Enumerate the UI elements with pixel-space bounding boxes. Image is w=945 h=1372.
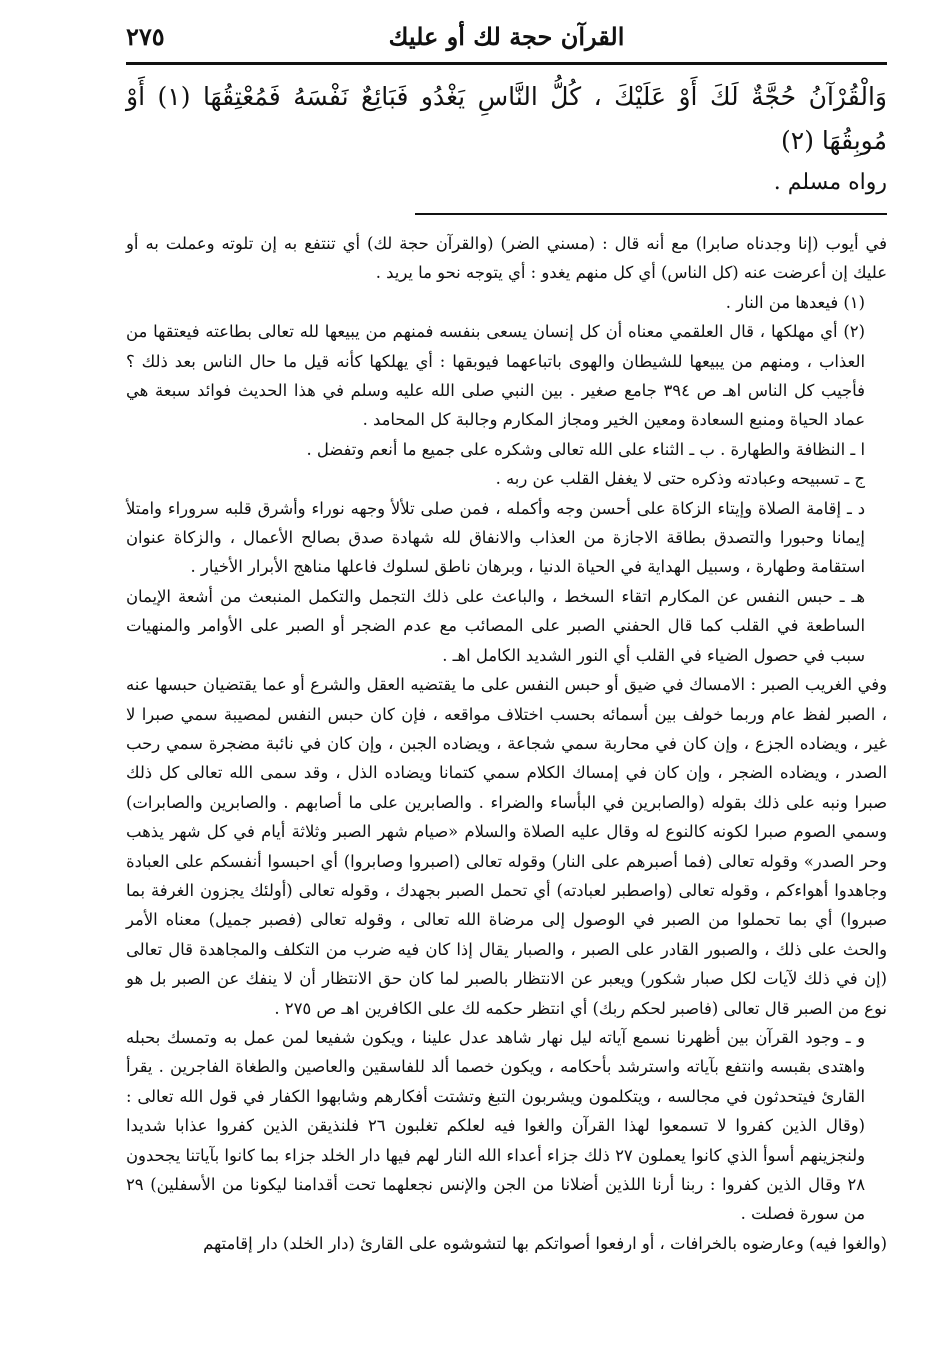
benefit-d: د ـ إقامة الصلاة وإيتاء الزكاة على أحسن وجه وأكمله ، فمن صلى تلألأ وجهه نوراء وأشرق قلبه سروراء وامتلأ إيمانا وحبورا والتصدق بطاقة الاجازة من العذاب والانفاق لله شهادة صدق بصالح الأعمال ، والزكاة عنوان استقامة وطهارة ، وسبيل الهداية في الحياة الدنيا ، وبرهان ناطق لسلوك فاعلها مناهج الأبرار الأخيار . bbox=[126, 498, 865, 577]
commentary-paragraph: في أيوب (إنا وجدناه صابرا) مع أنه قال : (مسني الضر) (والقرآن حجة لك) أي تنتفع به إن تلوته وعملت به أو عليك إن أعرضت عنه (كل الناس) أي كل منهم يغدو : أي يتوجه نحو ما يريد . bbox=[126, 234, 887, 283]
footnote-1: (١) فيعدها من النار . bbox=[725, 292, 865, 312]
benefit-a-b: ا ـ النظافة والطهارة . ب ـ الثناء على الله تعالى وشكره على جميع ما أنعم وتفضل . bbox=[306, 439, 865, 459]
benefit-e: هـ ـ حبس النفس عن المكارم اتقاء السخط ، والباعث على ذلك التجمل والتكمل المنبعث من أشعة الإيمان الساطعة في القلب كما قال الحفني الصبر على المصائب مع عدم الضجر أو الصبر على الأوامر والمنهيات سبب في حصول الضياء في القلب أي النور الشديد الكامل اهـ . bbox=[126, 586, 865, 665]
page-number: ٢٧٥ bbox=[126, 22, 165, 51]
running-title: القرآن حجة لك أو عليك bbox=[388, 22, 625, 51]
commentary-section bbox=[126, 229, 887, 1258]
gharib-definition: وفي الغريب الصبر : الامساك في ضيق أو حبس النفس على ما يقتضيه العقل والشرع أو عما يقتضيان حبسها عنه ، الصبر لفظ عام وربما خولف بين أسمائه بحسب اختلاف مواقعه ، فإن كان حبس النفس لمصيبة سمي صبرا لا غير ، ويضاده الجزع ، وإن كان في محاربة سمي شجاعة ، ويضاده الجبن ، وإن كان في نائبة مضجرة سمي رحب الصدر ، ويضاده الضجر ، وإن كان في إمساك الكلام سمي كتمانا ويضاده الذل ، وقد سمى الله تعالى كل ذلك صبرا ونبه على ذلك بقوله (والصابرين في البأساء والضراء . والصابرين على ما أصابهم . والصابرين والصابرات) وسمي الصوم صبرا لكونه كالنوع له وقال عليه الصلاة والسلام «صيام شهر الصبر وثلاثة أيام في كل شهر يذهب وحر الصدر» وقوله تعالى (فما أصبرهم على النار) وقوله تعالى (اصبروا وصابروا) أي احبسوا أنفسكم على العبادة وجاهدوا أهواءكم ، وقوله تعالى (واصطبر لعبادته) أي تحمل الصبر بجهدك ، وقوله تعالى (أولئك يجزون الغرفة بما صبروا) أي بما تحملوا من الصبر في الوصول إلى مرضاة الله تعالى ، وقوله تعالى (فصبر جميل) معناه الأمر والحث على ذلك ، والصبور القادر على الصبر ، والصبار يقال إذا كان فيه ضرب من التكلف والمجاهدة قال تعالى (إن في ذلك لآيات لكل صبار شكور) ويعبر عن الانتظار بالصبر لما كان حق الانتظار أن لا ينفك عن الصبر بل هو نوع من الصبر قال تعالى (فاصبر لحكم ربك) أي انتظر حكمه لك على الكافرين اهـ ص ٢٧٥ . bbox=[126, 675, 887, 1018]
closing-paragraph: (والغوا فيه) وعارضوه بالخرافات ، أو ارفعوا أصواتكم بها لتشوشوه على القارئ (دار الخلد) دار إقامتهم bbox=[203, 1233, 887, 1253]
page-header bbox=[126, 10, 887, 65]
hadith-narrator: رواه مسلم . bbox=[773, 170, 887, 195]
benefit-f: و ـ وجود القرآن بين أظهرنا نسمع آياته ليل نهار شاهد عدل علينا ، ويكون شفيعا لمن عمل به وتمسك بحبله واهتدى بقبسه وانتفع بآياته واسترشد بأحكامه ، ويكون خصما ألد للفاسقين والعاصين والطغاة الفاجرين . يقرأ القارئ فيتحدثون في مجالسه ، ويتكلمون ويشربون التبغ وتشتت أفكارهم وشابهوا الكفار في قول الله تعالى : (وقال الذين كفروا لا تسمعوا لهذا القرآن والغوا فيه لعلكم تغلبون ٢٦ فلنذيقن الذين كفروا عذابا شديدا ولنجزينهم أسوأ الذي كانوا يعملون ٢٧ ذلك جزاء أعداء الله النار لهم فيها دار الخلد جزاء بما كانوا بآياتنا يجحدون ٢٨ وقال الذين كفروا : ربنا أرنا اللذين أضلانا من الجن والإنس نجعلهما تحت أقدامنا ليكونا من الأسفلين) ٢٩ من سورة فصلت . bbox=[126, 1027, 865, 1224]
footnote-2: (٢) أي مهلكها ، قال العلقمي معناه أن كل إنسان يسعى بنفسه فمنهم من يبيعها لله تعالى بطاعته فيعتقها من العذاب ، ومنهم من يبيعها للشيطان والهوى باتباعهما فيوبقها : أي يهلكها كأنه قيل ما حال الناس بعد ذلك ؟ فأجيب كل الناس اهـ ص ٣٩٤ جامع صغير . بين النبي صلى الله عليه وسلم في هذا الحديث فوائد سبعة هي عماد الحياة ومنبع السعادة ومعين الخير ومجاز المكارم وجالبة كل المحامد . bbox=[126, 322, 865, 430]
footnote-divider bbox=[415, 213, 887, 215]
hadith-text: وَالْقُرْآنُ حُجَّةٌ لَكَ أَوْ عَلَيْكَ ، كُلُّ النَّاسِ يَغْدُو فَبَائِعٌ نَفْسَهُ فَمُعْتِقُهَا (١) أَوْ مُوبِقُهَا (٢) bbox=[126, 82, 888, 155]
benefit-c: ج ـ تسبيحه وعبادته وذكره حتى لا يغفل القلب عن ربه . bbox=[495, 469, 865, 489]
